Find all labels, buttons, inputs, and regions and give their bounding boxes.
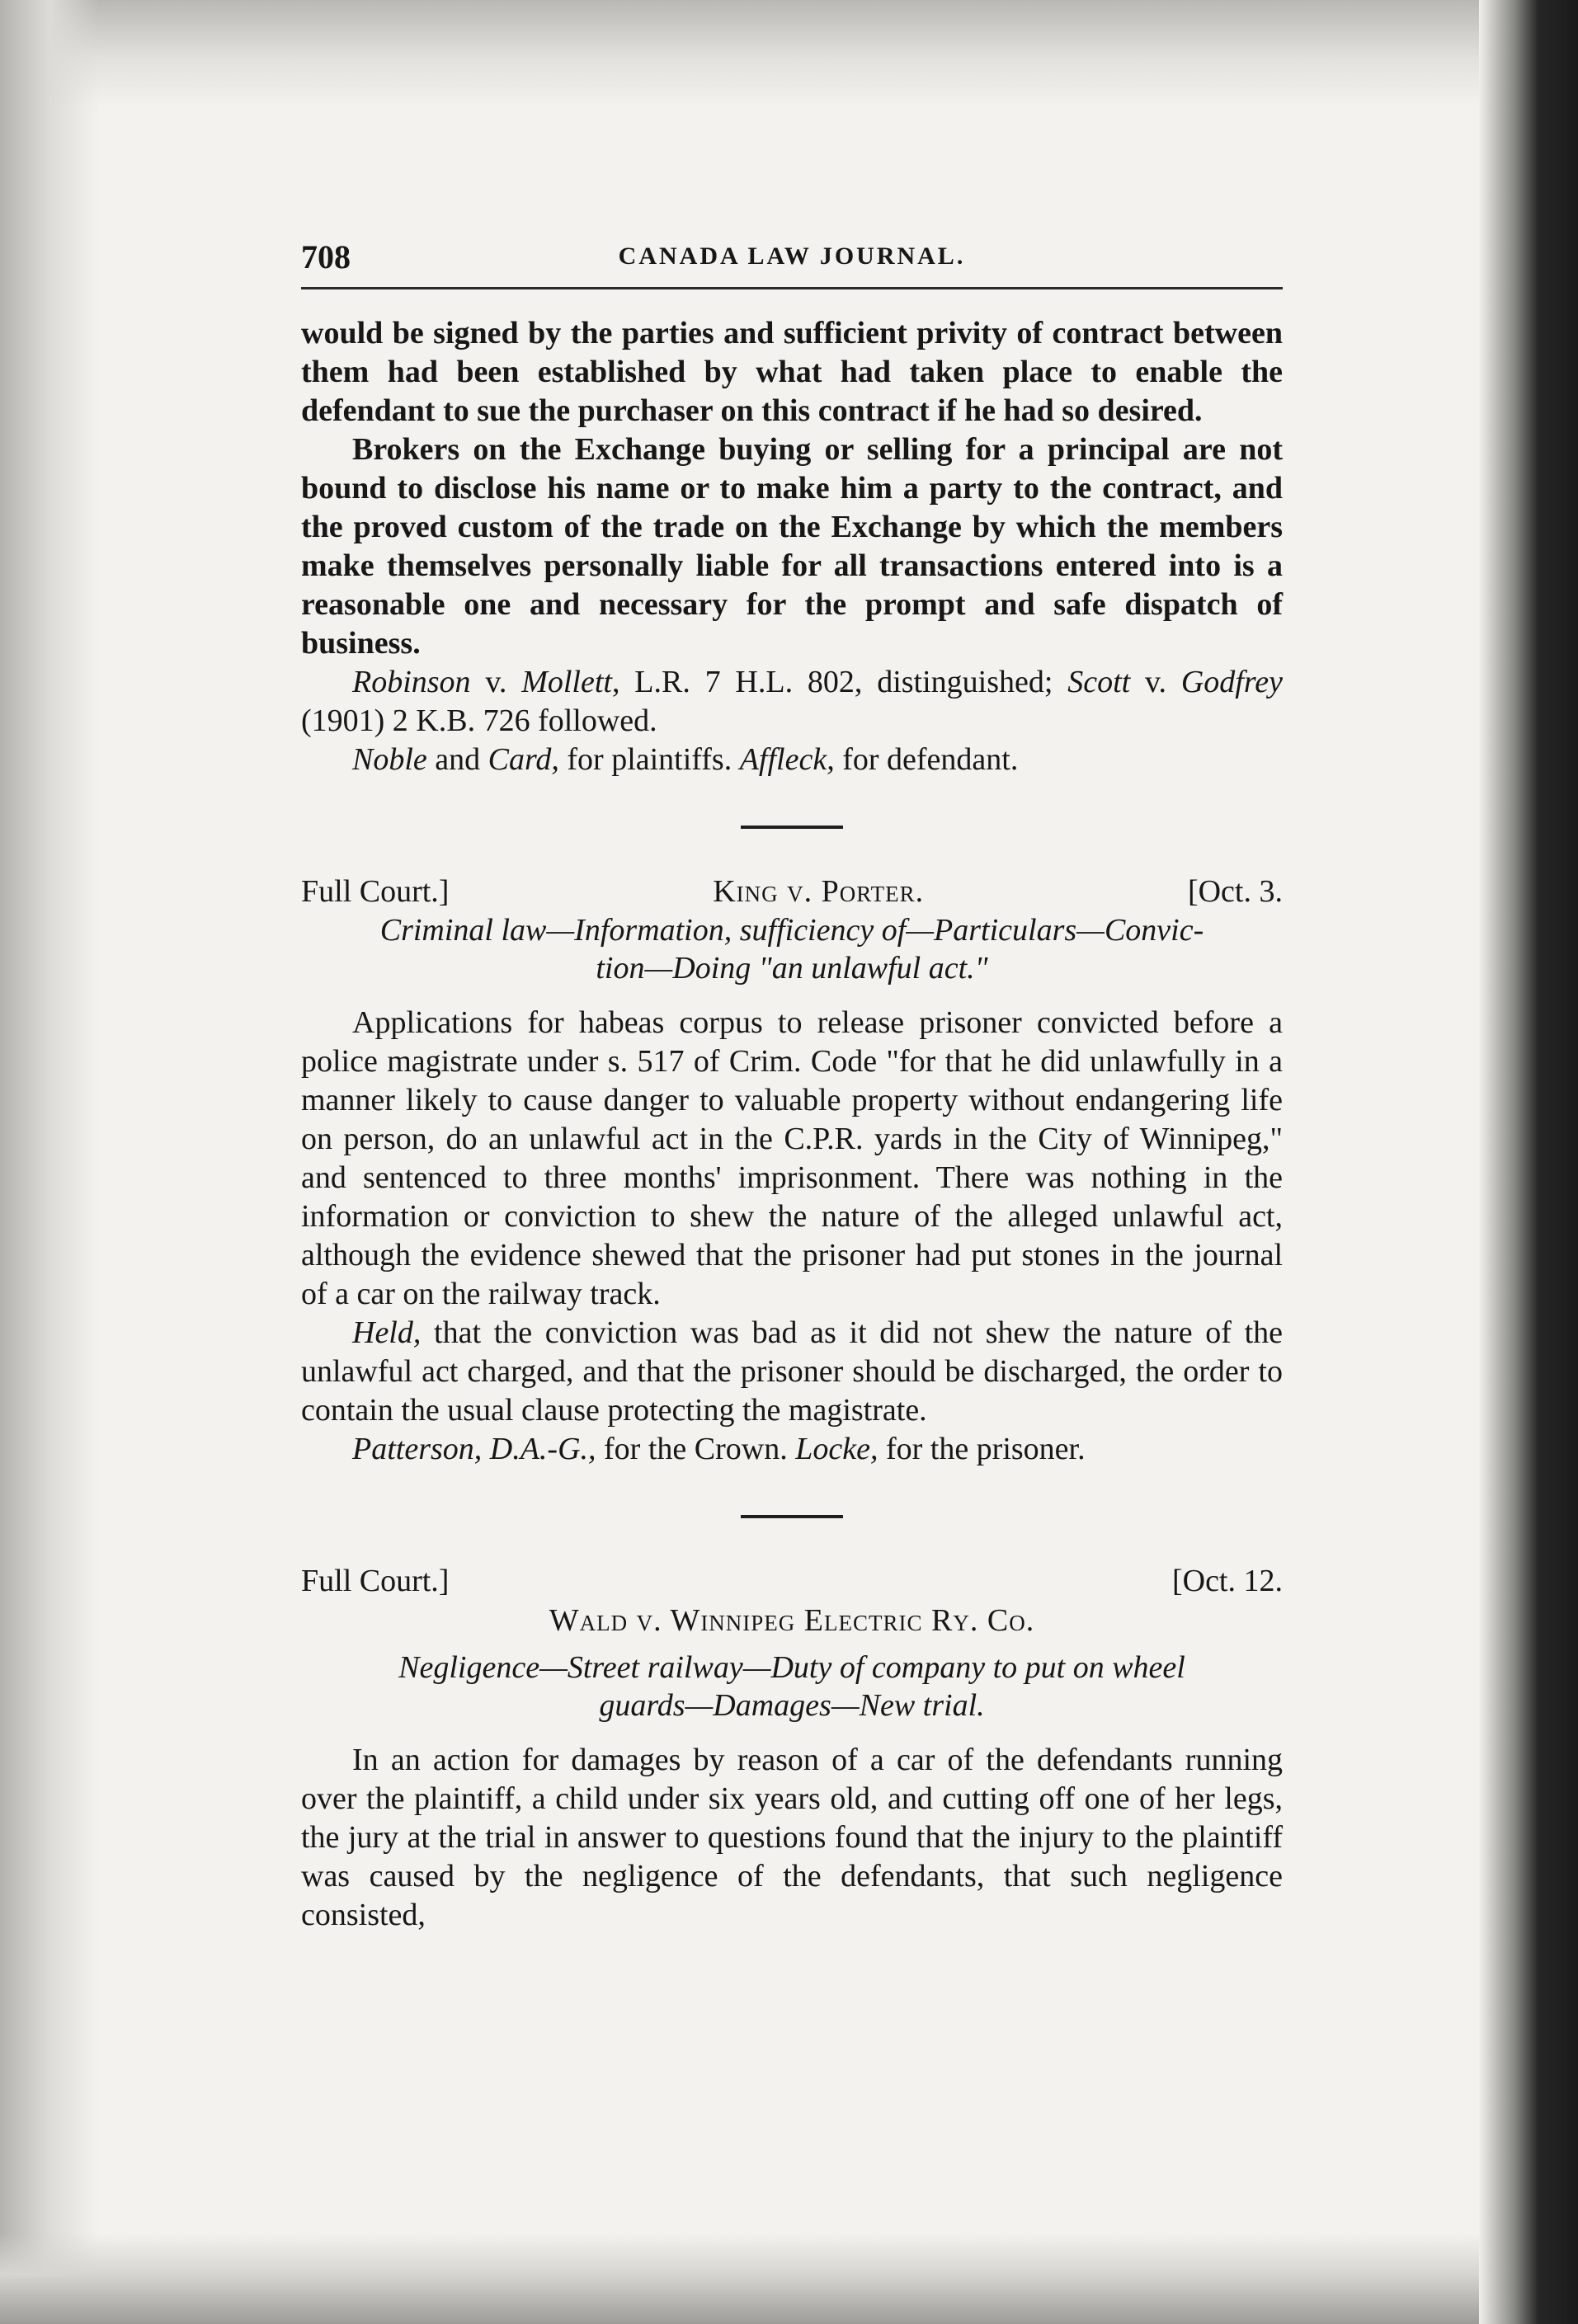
counsel-name: Noble <box>352 742 427 777</box>
counsel-text: for the Crown. <box>596 1432 796 1466</box>
section-divider <box>741 826 843 829</box>
journal-title: CANADA LAW JOURNAL. <box>618 242 966 270</box>
court-label: Full Court.] <box>301 1564 450 1598</box>
headnote-line: tion—Doing "an unlawful act." <box>596 951 988 986</box>
case-wald-v-winnipeg <box>301 1561 1283 1935</box>
counsel-text: for defendant. <box>834 742 1019 777</box>
brokers-paragraph: Brokers on the Exchange buying or selling for a principal are not bound to disclose his name or to make him a party to the contract, and the proved custom of the trade on the Exchange by which the members make themselves personally liable for all transactions entered into is a reasonable one and necessary for the prompt and safe dispatch of business. <box>301 432 1283 661</box>
scan-shadow-right <box>1479 0 1578 2324</box>
counsel-name: Patterson, D.A.-G., <box>352 1432 596 1466</box>
headnote-line: guards—Damages—New trial. <box>599 1688 985 1723</box>
case-name: Robinson <box>352 665 471 699</box>
case-name: Scott <box>1067 665 1131 699</box>
previous-case-continuation <box>301 314 1283 663</box>
case-title: Wald v. Winnipeg Electric Ry. Co. <box>549 1603 1035 1638</box>
counsel-name: Card, <box>488 742 559 777</box>
scan-shadow-top <box>0 0 1578 107</box>
journal-page <box>301 238 1283 1935</box>
case-header <box>301 872 1283 911</box>
counsel-text: for the prisoner. <box>878 1432 1086 1466</box>
page-number: 708 <box>301 238 351 275</box>
versus: v. <box>1130 665 1181 699</box>
scan-shadow-left <box>0 0 99 2324</box>
headnote <box>301 1649 1283 1724</box>
headnote-line: Criminal law—Information, sufficiency of—Particulars—Convic- <box>379 913 1204 948</box>
counsel-name: Affleck, <box>739 742 835 777</box>
case-body: In an action for damages by reason of a car of the defendants running over the plaintiff, a child under six years old, and cutting off one of her legs, the jury at the trial in answer to questions found that the injury to the plaintiff was caused by the negligence of the defendants, that such negligence consisted, <box>301 1743 1283 1932</box>
running-head <box>301 238 1283 284</box>
header-rule <box>301 287 1283 289</box>
case-date: [Oct. 3. <box>1187 874 1283 909</box>
headnote-line: Negligence—Street railway—Duty of company to put on wheel <box>398 1650 1185 1685</box>
counsel-name: Locke, <box>795 1432 878 1466</box>
court-label: Full Court.] <box>301 874 450 909</box>
case-header <box>301 1561 1283 1601</box>
versus: v. <box>470 665 522 699</box>
case-king-v-porter <box>301 872 1283 1469</box>
citation-text: , L.R. 7 H.L. 802, distinguished; <box>611 665 1068 699</box>
continuation-paragraph: would be signed by the parties and sufficient privity of contract between them had been established by what had taken place to enable the defendant to sue the purchaser on this contract if he had so desired. <box>301 316 1283 428</box>
held-label: Held, <box>352 1315 422 1350</box>
held-text: that the conviction was bad as it did not shew the nature of the unlawful act charged, and that the prisoner should be discharged, the order to contain the usual clause protecting the magistrate. <box>301 1315 1283 1428</box>
scan-shadow-bottom <box>0 2233 1578 2324</box>
case-name: Mollett <box>521 665 612 699</box>
citation-text: (1901) 2 K.B. 726 followed. <box>301 703 657 738</box>
counsel-line <box>301 1430 1283 1469</box>
counsel-line <box>301 741 1283 779</box>
held-paragraph <box>301 1314 1283 1430</box>
case-name: Godfrey <box>1180 665 1283 699</box>
case-body: Applications for habeas corpus to release prisoner convicted before a police magistrate under s. 517 of Crim. Code "for that he did unlawfully in a manner likely to cause danger to valuable property without endangering life on person, do an unlawful act in the C.P.R. yards in the City of Winnipeg," and sentenced to three months' imprisonment. There was nothing in the information or conviction to shew the nature of the alleged unlawful act, although the evidence shewed that the prisoner had put stones in the journal of a car on the railway track. <box>301 1005 1283 1311</box>
case-title: King v. Porter. <box>713 874 925 909</box>
section-divider <box>741 1515 843 1518</box>
citation-paragraph <box>301 663 1283 741</box>
counsel-text: for plaintiffs. <box>558 742 740 777</box>
case-date: [Oct. 12. <box>1171 1564 1283 1598</box>
headnote <box>301 911 1283 987</box>
counsel-text: and <box>426 742 488 777</box>
